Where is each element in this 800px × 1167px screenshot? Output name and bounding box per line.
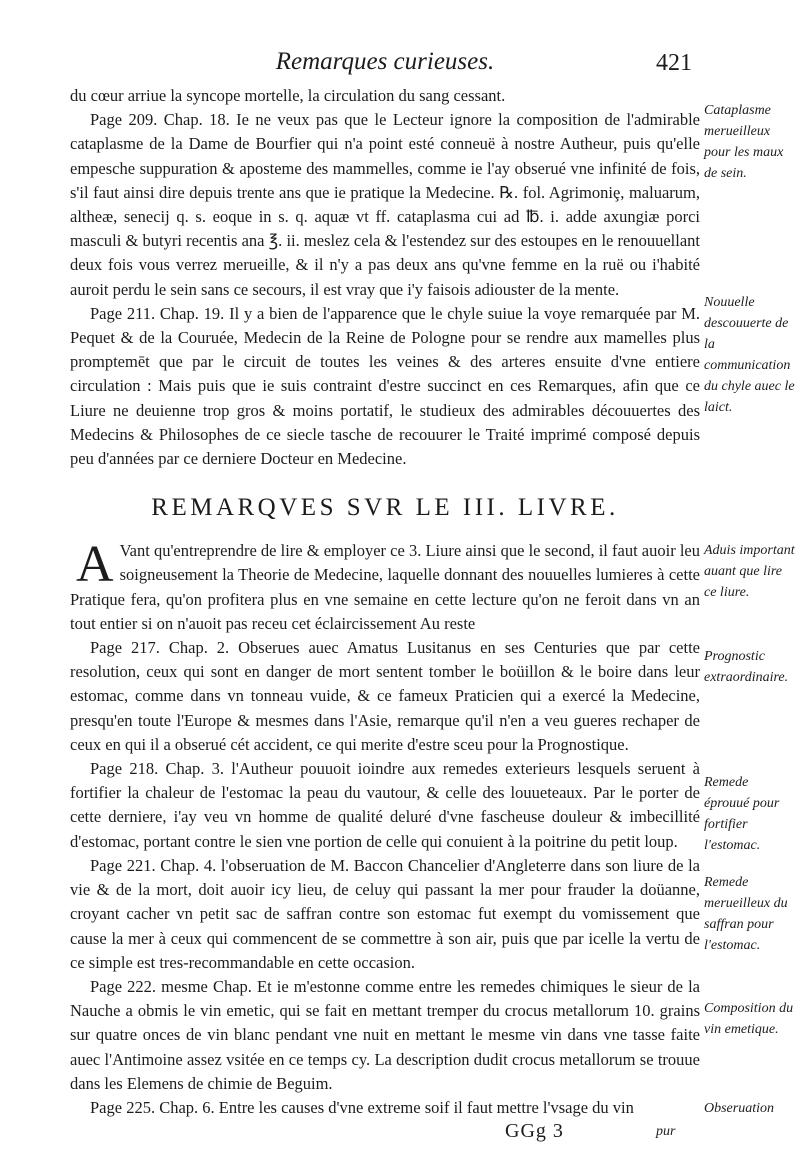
- running-title: Remarques curieuses.: [275, 48, 495, 75]
- margin-note-saffran: Remede merueilleux du saffran pour l'estomac.: [704, 875, 788, 953]
- margin-note-obseruation: Obseruation: [704, 1101, 774, 1116]
- paragraph-estomac: Page 218. Chap. 3. l'Autheur pouuoit ioindre aux remedes exterieurs lesquels seruent à fortifier la chaleur de l'estomac la peau du vautour, & celle des louueteaux. Par le porter de cette derniere, i'ay veu vn homme de qualité deluré d'vne fascheuse douleur & imbecillité d'estomac, portant contre le sien vne portion de celle qui conuient à la poitrine du petit loup.: [70, 759, 700, 851]
- paragraph-continuation: du cœur arriue la syncope mortelle, la circulation du sang cessant.: [70, 86, 506, 105]
- main-text-column: [70, 84, 700, 1120]
- margin-note-chyle: Nouuelle descouuerte de la communication du chyle auec le laict.: [704, 295, 795, 415]
- paragraph-aduis-text: Vant qu'entreprendre de lire & employer ce 3. Liure ainsi que le second, il faut auoir leu soigneusement la Theorie de Medecine, laquelle donnant des nouuelles lumieres à cette Pratique fera, qu'on profitera plus en vne semaine en cette lecture qu'on ne feroit dans vn an tout entier si on n'auoit pas receu cet éclaircissement Au reste: [70, 541, 700, 633]
- paragraph-cataplasme: Page 209. Chap. 18. Ie ne veux pas que le Lecteur ignore la composition de l'admirable cataplasme de la Dame de Bourfier qui n'a point esté conneuë à nostre Autheur, puis qu'elle empesche suppuration & aposteme des mammelles, comme ie l'ay obserué vne infinité de fois, s'il faut ainsi dire depuis trente ans que ie pratique la Medecine. ℞. fol. Agrimoniȩ, maluarum, altheæ, senecij q. s. eoque in s. q. aquæ vt ff. cataplasma cui ad ℔. i. adde axungiæ porci masculi & butyri recentis ana ℥. ii. meslez cela & l'estendez sur des estoupes en le renouuellant deux fois vous verrez merueille, & il n'y a pas deux ans qu'vne femme en la ruë ou i'habité auroit perdu le sein sans ce secours, il est vray que i'y faisois adiouster de la mente.: [70, 110, 700, 299]
- paragraph-saffran: Page 221. Chap. 4. l'obseruation de M. Baccon Chancelier d'Angleterre dans son liure de la vie & de la mort, doit auoir icy lieu, de celuy qui passant la mer pour frauder la doüanne, croyant cacher vn petit sac de saffran contre son estomac fut exempt du vomissement que cause la mer à ceux qui commencent de se commettre à son air, puis que par icelle la vertu de ce simple est tres-recommandable en cette occasion.: [70, 855, 700, 972]
- drop-cap-letter: A: [76, 536, 114, 594]
- margin-note-prognostic: Prognostic extraordinaire.: [704, 649, 789, 685]
- paragraph-aduis: [70, 536, 700, 636]
- paragraph-soif: Page 225. Chap. 6. Entre les causes d'vne extreme soif il faut mettre l'vsage du vin: [90, 1097, 634, 1117]
- signature-mark: GGg 3: [505, 1120, 564, 1142]
- paragraph-vin-emetic: Page 222. mesme Chap. Et ie m'estonne comme entre les remedes chimiques le sieur de la Nauche a obmis le vin emetic, qui se fait en mettant tremper du crocus metallorum 10. grains sur quatre onces de vin blanc pendant vne nuit en mettant le mesme vin dans vne tasse faite auec l'Antimoine assez vsitée en ce temps cy. La description dudit crocus metallorum se trouue dans les Elemens de chimie de Beguim.: [70, 976, 700, 1093]
- margin-note-vin-emetic: Composition du vin emetique.: [704, 1001, 794, 1037]
- catchword: pur: [656, 1124, 676, 1139]
- margin-note-aduis: Aduis important auant que lire ce liure.: [704, 543, 795, 600]
- paragraph-prognostic: Page 217. Chap. 2. Obserues auec Amatus Lusitanus en ses Centuries que par cette resolution, ceux qui sont en danger de mort sentent tomber le boüillon & le boire dans leur estomac, comme dans vn tonneau vuide, & ce fameux Praticien qui a exercé la Medecine, presqu'en toute l'Europe & mesmes dans l'Asie, remarque qu'il n'en a veu gueres rechaper de ceux en qui il a obserué cét accident, ce qui merite d'estre sceu pour la Prognostique.: [70, 638, 700, 754]
- page-number: 421: [656, 50, 692, 76]
- section-heading: REMARQVES SVR LE III. LIVRE.: [151, 494, 619, 522]
- margin-note-cataplasme: Cataplasme merueilleux pour les maux de sein.: [704, 103, 784, 181]
- margin-note-estomac: Remede éprouué pour fortifier l'estomac.: [704, 775, 780, 853]
- paragraph-chyle: Page 211. Chap. 19. Il y a bien de l'apparence que le chyle suiue la voye remarquée par M. Pequet & de la Couruée, Medecin de la Reine de Pologne pour se rendre aux mamelles plus promptemēt que par le circuit de toutes les veines & des arteres ensuite d'vne entiere circulation : Mais puis que ie suis contraint d'estre succinct en ces Remarques, afin que ce Liure ne deuienne trop gros & moins portatif, le studieux des admirables découuertes des Medecins & Philosophes de ce siecle tasche de recouurer le Traité imprimé composé depuis peu d'années par ce derniere Docteur en Medecine.: [70, 303, 700, 469]
